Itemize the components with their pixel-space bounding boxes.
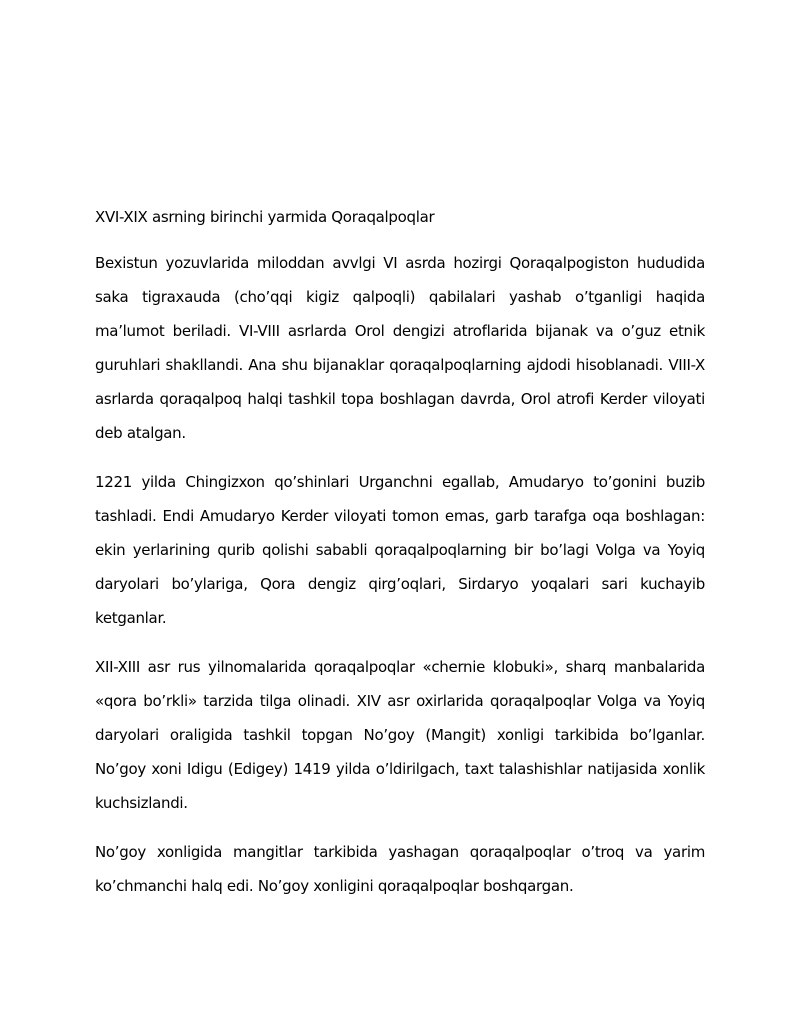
document-title: XVI-XIX asrning birinchi yarmida Qoraqalpoqlar — [95, 208, 435, 226]
paragraph-3: XII-XIII asr rus yilnomalarida qoraqalpoqlar «chernie klobuki», sharq manbalarida «qora bo’rkli» tarzida tilga olinadi. XIV asr oxirlarida qoraqalpoqlar Volga va Yoyiq daryolari oraligida tashkil topgan No’goy (Mangit) xonligi tarkibida bo’lganlar. No’goy xoni Idigu (Edigey) 1419 yilda o’ldirilgach, taxt talashishlar natijasida xonlik kuchsizlandi. — [95, 658, 705, 812]
document-body — [95, 203, 705, 918]
paragraph-1: Bexistun yozuvlarida miloddan avvlgi VI asrda hozirgi Qoraqalpogiston hududida saka tigraxauda (cho’qqi kigiz qalpoqli) qabilalari yashab o’tganligi haqida ma’lumot beriladi. VI-VIII asrlarda Orol dengizi atroflarida bijanak va o’guz etnik guruhlari shakllandi. Ana shu bijanaklar qoraqalpoqlarning ajdodi hisoblanadi. VIII-X asrlarda qoraqalpoq halqi tashkil topa boshlagan davrda, Orol atrofi Kerder viloyati deb atalgan. — [95, 254, 705, 442]
paragraph-2: 1221 yilda Chingizxon qo’shinlari Urganchni egallab, Amudaryo to’gonini buzib tashladi. Endi Amudaryo Kerder viloyati tomon emas, garb tarafga oqa boshlagan: ekin yerlarining qurib qolishi sababli qoraqalpoqlarning bir bo’lagi Volga va Yoyiq daryolari bo’ylariga, Qora dengiz qirg’oqlari, Sirdaryo yoqalari sari kuchayib ketganlar. — [95, 473, 705, 627]
paragraph-4: No’goy xonligida mangitlar tarkibida yashagan qoraqalpoqlar o’troq va yarim ko’chmanchi halq edi. No’goy xonligini qoraqalpoqlar boshqargan. — [95, 843, 705, 895]
